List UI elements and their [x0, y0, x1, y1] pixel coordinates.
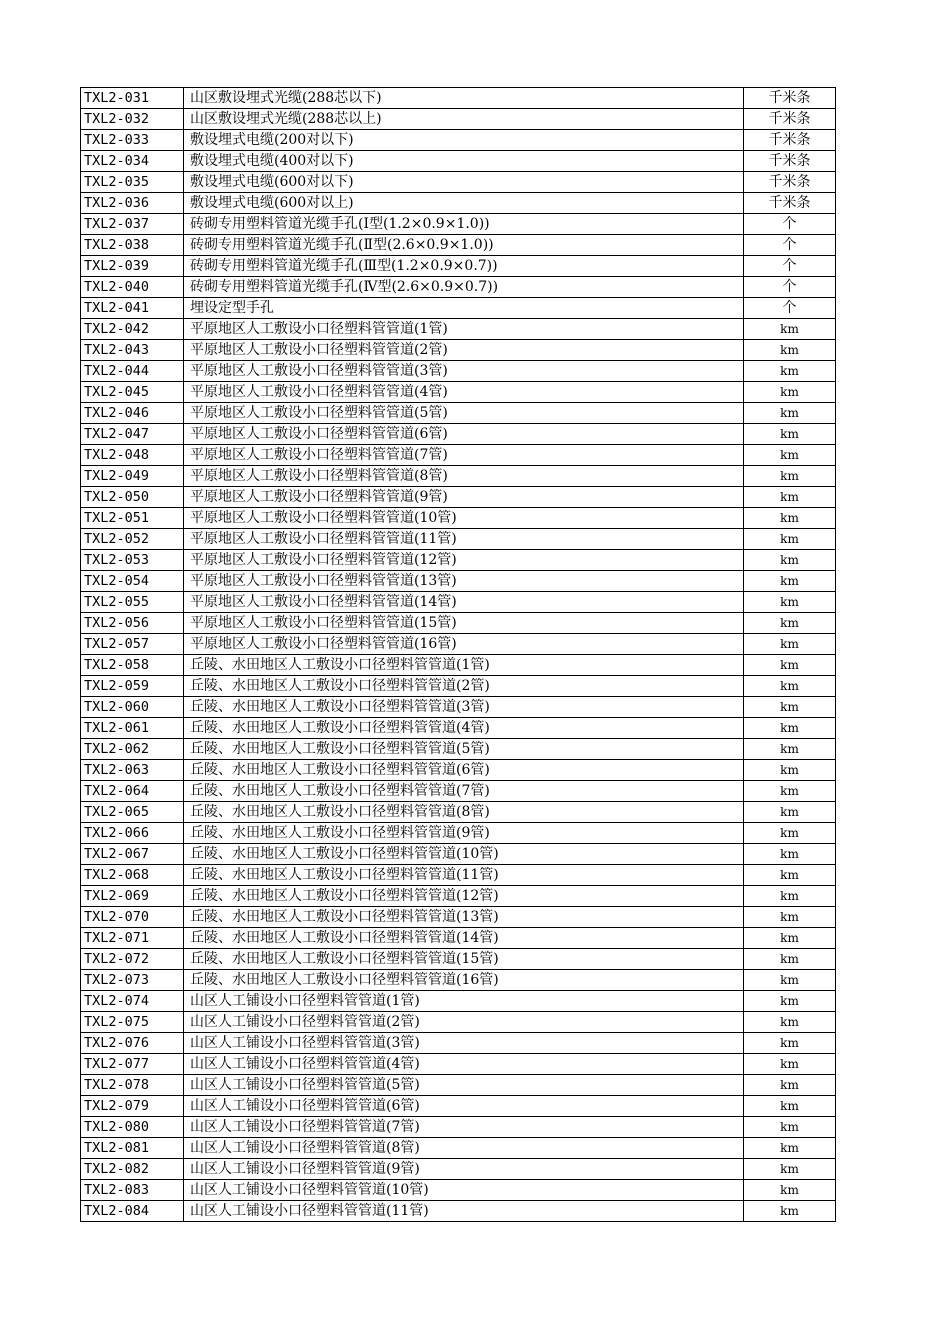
table-row [81, 193, 836, 214]
unit-cell[interactable]: km [744, 319, 836, 340]
spreadsheet-page [80, 87, 836, 1222]
item-name-cell[interactable]: 山区人工铺设小口径塑料管管道(3管) [184, 1033, 744, 1054]
table-row [81, 781, 836, 802]
unit-cell[interactable]: 个 [744, 235, 836, 256]
unit-cell[interactable]: km [744, 865, 836, 886]
table-row [81, 949, 836, 970]
item-name-cell[interactable]: 平原地区人工敷设小口径塑料管管道(16管) [184, 634, 744, 655]
item-name-cell[interactable]: 砖砌专用塑料管道光缆手孔(Ⅲ型(1.2×0.9×0.7)) [184, 256, 744, 277]
item-code-cell[interactable]: TXL2-080 [81, 1117, 184, 1138]
table-row [81, 88, 836, 109]
table-row [81, 1138, 836, 1159]
item-name-cell[interactable]: 平原地区人工敷设小口径塑料管管道(15管) [184, 613, 744, 634]
table-row [81, 529, 836, 550]
item-code-cell[interactable]: TXL2-079 [81, 1096, 184, 1117]
table-row [81, 1012, 836, 1033]
table-row [81, 340, 836, 361]
item-code-cell[interactable]: TXL2-061 [81, 718, 184, 739]
item-name-cell[interactable]: 平原地区人工敷设小口径塑料管管道(14管) [184, 592, 744, 613]
unit-cell[interactable]: km [744, 655, 836, 676]
item-code-cell[interactable]: TXL2-078 [81, 1075, 184, 1096]
item-name-cell[interactable]: 山区人工铺设小口径塑料管管道(11管) [184, 1201, 744, 1222]
table-row [81, 823, 836, 844]
item-code-cell[interactable]: TXL2-034 [81, 151, 184, 172]
item-name-cell[interactable]: 丘陵、水田地区人工敷设小口径塑料管管道(11管) [184, 865, 744, 886]
item-code-cell[interactable]: TXL2-040 [81, 277, 184, 298]
table-row [81, 697, 836, 718]
item-name-cell[interactable]: 丘陵、水田地区人工敷设小口径塑料管管道(3管) [184, 697, 744, 718]
unit-cell[interactable]: 千米条 [744, 109, 836, 130]
item-code-cell[interactable]: TXL2-069 [81, 886, 184, 907]
unit-cell[interactable]: 个 [744, 256, 836, 277]
item-code-cell[interactable]: TXL2-082 [81, 1159, 184, 1180]
item-code-cell[interactable]: TXL2-046 [81, 403, 184, 424]
table-row [81, 361, 836, 382]
unit-cell[interactable]: km [744, 718, 836, 739]
item-name-cell[interactable]: 丘陵、水田地区人工敷设小口径塑料管管道(12管) [184, 886, 744, 907]
unit-cell[interactable]: km [744, 1180, 836, 1201]
item-name-cell[interactable]: 平原地区人工敷设小口径塑料管管道(6管) [184, 424, 744, 445]
table-row [81, 886, 836, 907]
item-name-cell[interactable]: 丘陵、水田地区人工敷设小口径塑料管管道(5管) [184, 739, 744, 760]
table-row [81, 718, 836, 739]
unit-cell[interactable]: 千米条 [744, 151, 836, 172]
table-row [81, 739, 836, 760]
unit-cell[interactable]: km [744, 823, 836, 844]
unit-cell[interactable]: km [744, 928, 836, 949]
unit-cell[interactable]: km [744, 697, 836, 718]
unit-cell[interactable]: km [744, 1012, 836, 1033]
item-name-cell[interactable]: 山区人工铺设小口径塑料管管道(1管) [184, 991, 744, 1012]
item-code-cell[interactable]: TXL2-065 [81, 802, 184, 823]
table-row [81, 172, 836, 193]
table-row [81, 382, 836, 403]
item-name-cell[interactable]: 山区敷设埋式光缆(288芯以下) [184, 88, 744, 109]
item-code-cell[interactable]: TXL2-075 [81, 1012, 184, 1033]
item-code-cell[interactable]: TXL2-039 [81, 256, 184, 277]
item-code-cell[interactable]: TXL2-073 [81, 970, 184, 991]
item-code-cell[interactable]: TXL2-071 [81, 928, 184, 949]
item-name-cell[interactable]: 平原地区人工敷设小口径塑料管管道(5管) [184, 403, 744, 424]
unit-cell[interactable]: km [744, 1054, 836, 1075]
item-name-cell[interactable]: 敷设埋式电缆(200对以下) [184, 130, 744, 151]
unit-cell[interactable]: km [744, 781, 836, 802]
item-name-cell[interactable]: 丘陵、水田地区人工敷设小口径塑料管管道(13管) [184, 907, 744, 928]
item-name-cell[interactable]: 丘陵、水田地区人工敷设小口径塑料管管道(1管) [184, 655, 744, 676]
item-code-cell[interactable]: TXL2-057 [81, 634, 184, 655]
table-row [81, 424, 836, 445]
unit-cell[interactable]: km [744, 1033, 836, 1054]
item-name-cell[interactable]: 丘陵、水田地区人工敷设小口径塑料管管道(10管) [184, 844, 744, 865]
table-row [81, 844, 836, 865]
table-row [81, 1033, 836, 1054]
table-row [81, 550, 836, 571]
item-code-cell[interactable]: TXL2-042 [81, 319, 184, 340]
item-name-cell[interactable]: 平原地区人工敷设小口径塑料管管道(1管) [184, 319, 744, 340]
table-row [81, 487, 836, 508]
item-name-cell[interactable]: 山区人工铺设小口径塑料管管道(8管) [184, 1138, 744, 1159]
item-name-cell[interactable]: 敷设埋式电缆(600对以上) [184, 193, 744, 214]
item-code-cell[interactable]: TXL2-037 [81, 214, 184, 235]
item-name-cell[interactable]: 山区敷设埋式光缆(288芯以上) [184, 109, 744, 130]
item-name-cell[interactable]: 平原地区人工敷设小口径塑料管管道(7管) [184, 445, 744, 466]
unit-cell[interactable]: km [744, 1201, 836, 1222]
item-name-cell[interactable]: 砖砌专用塑料管道光缆手孔(Ⅱ型(2.6×0.9×1.0)) [184, 235, 744, 256]
unit-cell[interactable]: 个 [744, 298, 836, 319]
table-row [81, 109, 836, 130]
unit-cell[interactable]: km [744, 676, 836, 697]
item-name-cell[interactable]: 丘陵、水田地区人工敷设小口径塑料管管道(7管) [184, 781, 744, 802]
item-code-cell[interactable]: TXL2-033 [81, 130, 184, 151]
unit-cell[interactable]: 个 [744, 214, 836, 235]
unit-cell[interactable]: km [744, 739, 836, 760]
unit-cell[interactable]: km [744, 1117, 836, 1138]
table-row [81, 1075, 836, 1096]
table-row [81, 571, 836, 592]
table-row [81, 298, 836, 319]
unit-cell[interactable]: km [744, 970, 836, 991]
item-code-cell[interactable]: TXL2-059 [81, 676, 184, 697]
item-name-cell[interactable]: 丘陵、水田地区人工敷设小口径塑料管管道(8管) [184, 802, 744, 823]
item-name-cell[interactable]: 平原地区人工敷设小口径塑料管管道(8管) [184, 466, 744, 487]
unit-cell[interactable]: km [744, 571, 836, 592]
table-row [81, 403, 836, 424]
unit-cell[interactable]: km [744, 1096, 836, 1117]
unit-cell[interactable]: km [744, 382, 836, 403]
table-row [81, 1117, 836, 1138]
unit-cell[interactable]: 千米条 [744, 172, 836, 193]
item-name-cell[interactable]: 平原地区人工敷设小口径塑料管管道(11管) [184, 529, 744, 550]
item-code-cell[interactable]: TXL2-041 [81, 298, 184, 319]
item-name-cell[interactable]: 砖砌专用塑料管道光缆手孔(Ⅰ型(1.2×0.9×1.0)) [184, 214, 744, 235]
unit-cell[interactable]: 千米条 [744, 193, 836, 214]
unit-cell[interactable]: km [744, 550, 836, 571]
item-code-cell[interactable]: TXL2-044 [81, 361, 184, 382]
item-name-cell[interactable]: 丘陵、水田地区人工敷设小口径塑料管管道(2管) [184, 676, 744, 697]
item-code-cell[interactable]: TXL2-084 [81, 1201, 184, 1222]
table-row [81, 466, 836, 487]
item-name-cell[interactable]: 平原地区人工敷设小口径塑料管管道(3管) [184, 361, 744, 382]
item-name-cell[interactable]: 丘陵、水田地区人工敷设小口径塑料管管道(15管) [184, 949, 744, 970]
unit-cell[interactable]: km [744, 403, 836, 424]
table-row [81, 1201, 836, 1222]
table-row [81, 907, 836, 928]
item-name-cell[interactable]: 平原地区人工敷设小口径塑料管管道(12管) [184, 550, 744, 571]
table-row [81, 319, 836, 340]
item-name-cell[interactable]: 敷设埋式电缆(400对以下) [184, 151, 744, 172]
item-code-cell[interactable]: TXL2-083 [81, 1180, 184, 1201]
unit-cell[interactable]: km [744, 340, 836, 361]
unit-cell[interactable]: km [744, 907, 836, 928]
item-code-cell[interactable]: TXL2-072 [81, 949, 184, 970]
item-code-cell[interactable]: TXL2-081 [81, 1138, 184, 1159]
item-code-cell[interactable]: TXL2-050 [81, 487, 184, 508]
table-row [81, 277, 836, 298]
unit-cell[interactable]: km [744, 949, 836, 970]
item-name-cell[interactable]: 平原地区人工敷设小口径塑料管管道(4管) [184, 382, 744, 403]
item-code-cell[interactable]: TXL2-062 [81, 739, 184, 760]
unit-cell[interactable]: km [744, 802, 836, 823]
item-code-cell[interactable]: TXL2-043 [81, 340, 184, 361]
item-code-cell[interactable]: TXL2-054 [81, 571, 184, 592]
table-row [81, 1159, 836, 1180]
table-row [81, 928, 836, 949]
item-name-cell[interactable]: 敷设埋式电缆(600对以下) [184, 172, 744, 193]
item-name-cell[interactable]: 山区人工铺设小口径塑料管管道(2管) [184, 1012, 744, 1033]
item-code-cell[interactable]: TXL2-047 [81, 424, 184, 445]
unit-cell[interactable]: km [744, 508, 836, 529]
table-row [81, 214, 836, 235]
unit-cell[interactable]: km [744, 991, 836, 1012]
table-row [81, 508, 836, 529]
unit-cell[interactable]: 个 [744, 277, 836, 298]
table-row [81, 1096, 836, 1117]
unit-cell[interactable]: km [744, 760, 836, 781]
item-code-cell[interactable]: TXL2-066 [81, 823, 184, 844]
item-code-cell[interactable]: TXL2-045 [81, 382, 184, 403]
unit-cell[interactable]: km [744, 634, 836, 655]
unit-cell[interactable]: 千米条 [744, 130, 836, 151]
unit-cell[interactable]: km [744, 886, 836, 907]
item-code-cell[interactable]: TXL2-052 [81, 529, 184, 550]
item-name-cell[interactable]: 平原地区人工敷设小口径塑料管管道(9管) [184, 487, 744, 508]
item-code-cell[interactable]: TXL2-038 [81, 235, 184, 256]
item-code-cell[interactable]: TXL2-064 [81, 781, 184, 802]
item-code-cell[interactable]: TXL2-036 [81, 193, 184, 214]
unit-cell[interactable]: km [744, 466, 836, 487]
quota-table [80, 87, 836, 1222]
item-name-cell[interactable]: 丘陵、水田地区人工敷设小口径塑料管管道(16管) [184, 970, 744, 991]
unit-cell[interactable]: km [744, 487, 836, 508]
item-code-cell[interactable]: TXL2-056 [81, 613, 184, 634]
table-row [81, 235, 836, 256]
table-row [81, 613, 836, 634]
item-code-cell[interactable]: TXL2-035 [81, 172, 184, 193]
unit-cell[interactable]: km [744, 1159, 836, 1180]
table-row [81, 676, 836, 697]
item-name-cell[interactable]: 丘陵、水田地区人工敷设小口径塑料管管道(9管) [184, 823, 744, 844]
unit-cell[interactable]: km [744, 424, 836, 445]
table-row [81, 760, 836, 781]
table-row [81, 634, 836, 655]
item-code-cell[interactable]: TXL2-032 [81, 109, 184, 130]
item-name-cell[interactable]: 平原地区人工敷设小口径塑料管管道(13管) [184, 571, 744, 592]
item-name-cell[interactable]: 山区人工铺设小口径塑料管管道(6管) [184, 1096, 744, 1117]
item-name-cell[interactable]: 平原地区人工敷设小口径塑料管管道(10管) [184, 508, 744, 529]
item-code-cell[interactable]: TXL2-077 [81, 1054, 184, 1075]
table-row [81, 130, 836, 151]
unit-cell[interactable]: 千米条 [744, 88, 836, 109]
table-row [81, 256, 836, 277]
unit-cell[interactable]: km [744, 613, 836, 634]
item-code-cell[interactable]: TXL2-051 [81, 508, 184, 529]
item-name-cell[interactable]: 丘陵、水田地区人工敷设小口径塑料管管道(6管) [184, 760, 744, 781]
table-row [81, 592, 836, 613]
item-code-cell[interactable]: TXL2-067 [81, 844, 184, 865]
item-name-cell[interactable]: 山区人工铺设小口径塑料管管道(9管) [184, 1159, 744, 1180]
item-name-cell[interactable]: 丘陵、水田地区人工敷设小口径塑料管管道(4管) [184, 718, 744, 739]
table-body [81, 88, 836, 1222]
unit-cell[interactable]: km [744, 529, 836, 550]
item-code-cell[interactable]: TXL2-055 [81, 592, 184, 613]
item-code-cell[interactable]: TXL2-068 [81, 865, 184, 886]
table-row [81, 655, 836, 676]
table-row [81, 1180, 836, 1201]
item-name-cell[interactable]: 山区人工铺设小口径塑料管管道(4管) [184, 1054, 744, 1075]
unit-cell[interactable]: km [744, 844, 836, 865]
item-code-cell[interactable]: TXL2-060 [81, 697, 184, 718]
item-code-cell[interactable]: TXL2-031 [81, 88, 184, 109]
unit-cell[interactable]: km [744, 1138, 836, 1159]
item-code-cell[interactable]: TXL2-076 [81, 1033, 184, 1054]
item-name-cell[interactable]: 山区人工铺设小口径塑料管管道(10管) [184, 1180, 744, 1201]
table-row [81, 970, 836, 991]
item-code-cell[interactable]: TXL2-049 [81, 466, 184, 487]
item-code-cell[interactable]: TXL2-048 [81, 445, 184, 466]
table-row [81, 1054, 836, 1075]
unit-cell[interactable]: km [744, 361, 836, 382]
table-row [81, 802, 836, 823]
item-name-cell[interactable]: 丘陵、水田地区人工敷设小口径塑料管管道(14管) [184, 928, 744, 949]
item-name-cell[interactable]: 埋设定型手孔 [184, 298, 744, 319]
item-code-cell[interactable]: TXL2-074 [81, 991, 184, 1012]
item-code-cell[interactable]: TXL2-070 [81, 907, 184, 928]
unit-cell[interactable]: km [744, 1075, 836, 1096]
table-row [81, 151, 836, 172]
table-row [81, 991, 836, 1012]
item-code-cell[interactable]: TXL2-058 [81, 655, 184, 676]
item-name-cell[interactable]: 砖砌专用塑料管道光缆手孔(Ⅳ型(2.6×0.9×0.7)) [184, 277, 744, 298]
item-name-cell[interactable]: 山区人工铺设小口径塑料管管道(7管) [184, 1117, 744, 1138]
table-row [81, 445, 836, 466]
item-name-cell[interactable]: 山区人工铺设小口径塑料管管道(5管) [184, 1075, 744, 1096]
item-code-cell[interactable]: TXL2-053 [81, 550, 184, 571]
unit-cell[interactable]: km [744, 592, 836, 613]
item-name-cell[interactable]: 平原地区人工敷设小口径塑料管管道(2管) [184, 340, 744, 361]
unit-cell[interactable]: km [744, 445, 836, 466]
item-code-cell[interactable]: TXL2-063 [81, 760, 184, 781]
table-row [81, 865, 836, 886]
